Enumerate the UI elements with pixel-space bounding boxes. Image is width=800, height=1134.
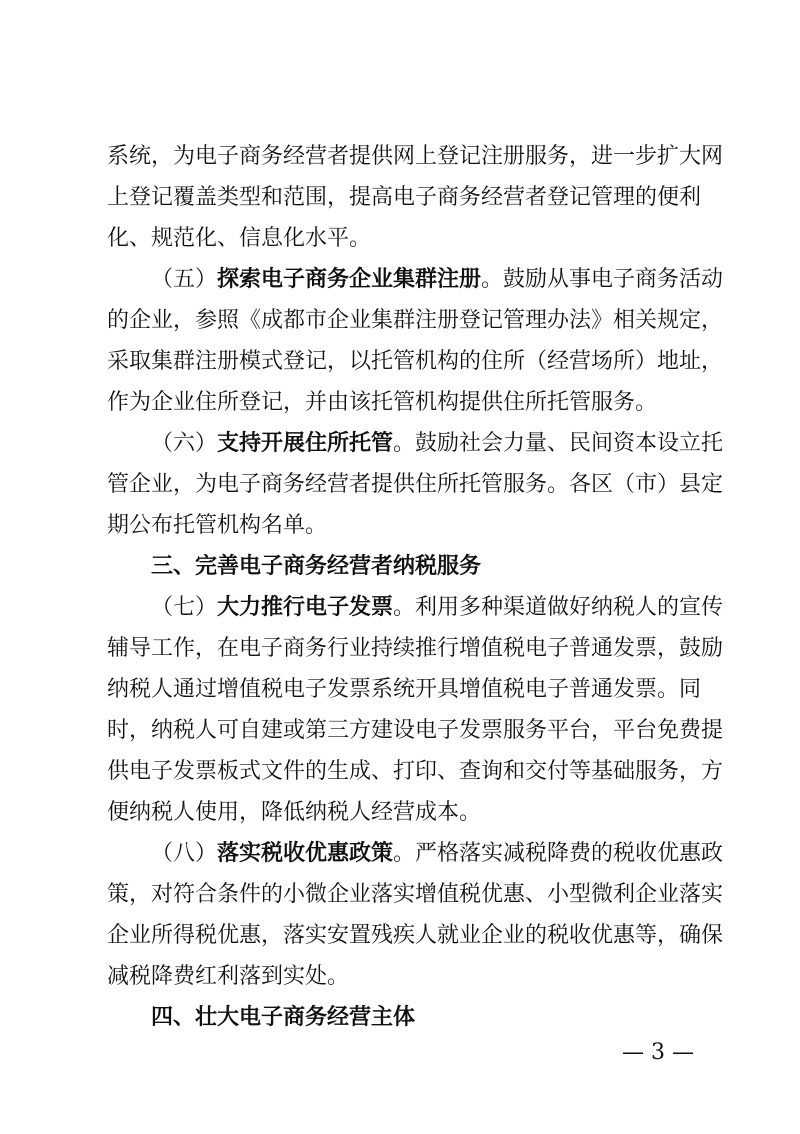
paragraph-line: 采取集群注册模式登记，以托管机构的住所（经营场所）地址， xyxy=(107,349,724,374)
paragraph-7-first-line xyxy=(151,593,724,623)
item-text: 。严格落实减税降费的税收优惠政 xyxy=(393,841,724,866)
paragraph-line: 减税降费红利落到实处。 xyxy=(107,964,350,989)
item-label: （五） xyxy=(151,267,218,292)
page-number: — 3 — xyxy=(622,1040,694,1065)
paragraph-line: 企业所得税优惠，落实安置残疾人就业企业的税收优惠等，确保 xyxy=(107,923,724,948)
item-text: 。鼓励从事电子商务活动 xyxy=(481,267,724,292)
paragraph-8-first-line xyxy=(151,839,724,869)
paragraph-line: 管企业，为电子商务经营者提供住所托管服务。各区（市）县定 xyxy=(107,472,724,497)
item-title: 支持开展住所托管 xyxy=(217,431,394,456)
paragraph-line: 纳税人通过增值税电子发票系统开具增值税电子普通发票。同 xyxy=(107,677,702,702)
section-heading-3: 三、完善电子商务经营者纳税服务 xyxy=(151,554,482,579)
paragraph-line: 系统，为电子商务经营者提供网上登记注册服务，进一步扩大网 xyxy=(107,144,724,169)
paragraph-line: 供电子发票板式文件的生成、打印、查询和交付等基础服务，方 xyxy=(107,759,724,784)
item-label: （七） xyxy=(151,595,218,620)
paragraph-line: 期公布托管机构名单。 xyxy=(107,513,328,538)
paragraph-line: 辅导工作，在电子商务行业持续推行增值税电子普通发票，鼓励 xyxy=(107,636,724,661)
item-text: 。利用多种渠道做好纳税人的宣传 xyxy=(393,595,724,620)
item-label: （八） xyxy=(151,841,218,866)
paragraph-line: 作为企业住所登记，并由该托管机构提供住所托管服务。 xyxy=(107,390,658,415)
paragraph-6-first-line xyxy=(151,429,724,459)
paragraph-line: 时，纳税人可自建或第三方建设电子发票服务平台，平台免费提 xyxy=(107,718,724,743)
paragraph-line: 便纳税人使用，降低纳税人经营成本。 xyxy=(107,800,482,825)
item-text: 。鼓励社会力量、民间资本设立托 xyxy=(393,431,724,456)
paragraph-line: 策，对符合条件的小微企业落实增值税优惠、小型微利企业落实 xyxy=(107,882,724,907)
paragraph-line: 的企业，参照《成都市企业集群注册登记管理办法》相关规定， xyxy=(107,308,724,333)
paragraph-5-first-line xyxy=(151,265,724,295)
paragraph-line: 化、规范化、信息化水平。 xyxy=(107,226,372,251)
paragraph-line: 上登记覆盖类型和范围，提高电子商务经营者登记管理的便利 xyxy=(107,185,702,210)
item-label: （六） xyxy=(151,431,218,456)
item-title: 大力推行电子发票 xyxy=(217,595,394,620)
section-heading-4: 四、壮大电子商务经营主体 xyxy=(151,1005,416,1030)
item-title: 落实税收优惠政策 xyxy=(217,841,394,866)
item-title: 探索电子商务企业集群注册 xyxy=(217,267,482,292)
